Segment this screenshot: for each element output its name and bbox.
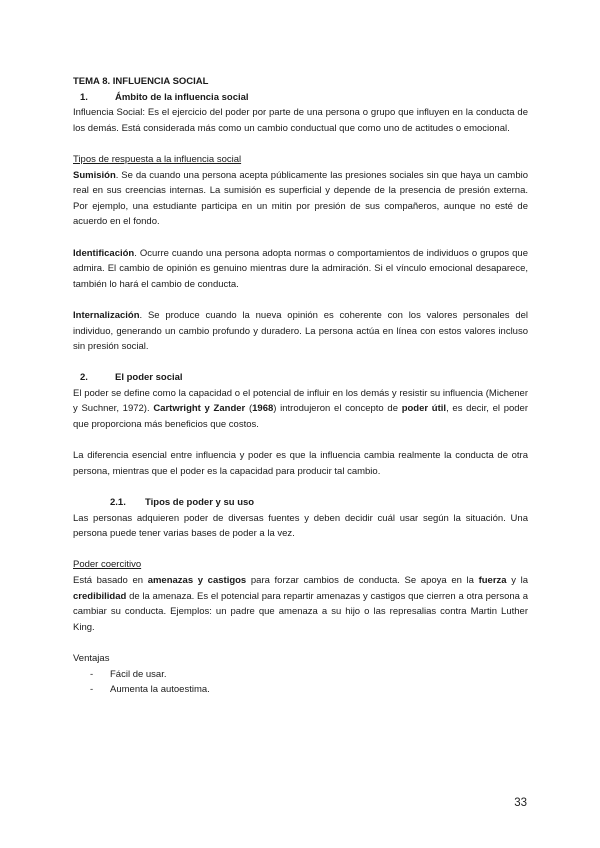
sumision-paragraph xyxy=(73,168,528,230)
section-2-number: 2. xyxy=(80,372,88,384)
section-2-title: El poder social xyxy=(115,372,183,384)
internalizacion-text: . Se produce cuando la nueva opinión es coherente con los valores personales del individuo, generando un cambio profundo y duradero. La persona actúa en línea con estos valores incluso sin presión social. xyxy=(73,309,528,353)
power-def-text: El poder se define como la capacidad o el potencial de influir en los demás y resistir su influencia (Michener y Suchner, 1972). xyxy=(73,387,528,415)
page-content xyxy=(73,74,528,698)
dash-bullet: - xyxy=(90,668,94,680)
coercive-text-3: y la xyxy=(506,575,528,586)
identificacion-text: . Ocurre cuando una persona adopta normas o comportamientos de individuos o grupos que admira. El cambio de opinión es genuino mientras dure la admiración. Si el vínculo emocional desaparece, también lo hará el cambio de conducta. xyxy=(73,247,528,290)
coercive-text-2: para forzar cambios de conducta. Se apoya en la xyxy=(246,575,479,586)
influence-definition: Influencia Social: Es el ejercicio del poder por parte de una persona o grupo que influyen en la conducta de los demás. Está considerada más como un cambio conductual que como uno de actitudes o emocional. xyxy=(73,107,528,134)
identificacion-term: Identificación xyxy=(73,247,135,259)
credibilidad-term: credibilidad xyxy=(73,590,127,602)
cartwright-zander: Cartwright y Zander xyxy=(153,403,246,415)
coercive-power-paragraph xyxy=(73,573,528,635)
section-1-title: Ámbito de la influencia social xyxy=(115,91,249,103)
fuerza-term: fuerza xyxy=(478,575,507,586)
power-sources-paragraph: Las personas adquieren poder de diversas fuentes y deben decidir cuál usar según la situación. Una persona puede tener varias bases de poder a la vez. xyxy=(73,512,528,540)
list-item xyxy=(73,682,528,698)
year-1968: 1968 xyxy=(252,403,274,415)
power-def-text-3: , es decir, el poder que proporciona más beneficios que costos. xyxy=(73,403,528,431)
internalizacion-paragraph xyxy=(73,308,528,355)
advantage-text: Aumenta la autoestima. xyxy=(110,684,210,696)
advantages-label: Ventajas xyxy=(73,652,110,664)
power-def-text-2: ) introdujeron el concepto de xyxy=(273,403,402,415)
sumision-term: Sumisión xyxy=(73,169,116,181)
section-1-number: 1. xyxy=(80,91,88,103)
power-def-paren: ( xyxy=(245,403,253,415)
advantage-text: Fácil de usar. xyxy=(110,668,167,680)
internalizacion-term: Internalización xyxy=(73,309,140,321)
poder-util-term: poder útil xyxy=(401,403,447,415)
dash-bullet: - xyxy=(90,684,94,696)
coercive-text-4: de la amenaza. Es el potencial para repartir amenazas y castigos que cierren a otra persona a cambiar su conducta. Ejemplos: un padre que amenaza a su hijo o las represalias contra Martin Luther King. xyxy=(73,590,528,633)
coercive-power-heading: Poder coercitivo xyxy=(73,559,142,571)
identificacion-paragraph xyxy=(73,246,528,293)
influence-vs-power-paragraph: La diferencia esencial entre influencia y poder es que la influencia cambia realmente la conducta de otra persona, mientras que el poder es la capacidad para producir tal cambio. xyxy=(73,450,528,477)
document-title: TEMA 8. INFLUENCIA SOCIAL xyxy=(73,76,209,87)
amenazas-castigos-term: amenazas y castigos xyxy=(147,575,247,586)
page-number: 33 xyxy=(514,797,527,809)
power-definition-paragraph xyxy=(73,386,528,433)
section-2-heading xyxy=(73,370,528,386)
section-1-heading xyxy=(73,90,528,106)
coercive-text-1: Está basado en xyxy=(73,575,148,586)
section-2-1-number: 2.1. xyxy=(110,497,126,509)
section-2-1-title: Tipos de poder y su uso xyxy=(145,497,255,509)
section-2-1-heading xyxy=(73,495,528,511)
list-item xyxy=(73,667,528,683)
sumision-text: . Se da cuando una persona acepta públicamente las presiones sociales sin que haya un cambio real en sus creencias internas. La sumisión es superficial y depende de la presencia de presión externa. Por ejemplo, una estudiante participa en un mitin por presión de sus compañeros, aunque no esté de acuerdo en el fondo. xyxy=(73,169,528,228)
advantages-list xyxy=(73,667,528,698)
response-types-heading: Tipos de respuesta a la influencia social xyxy=(73,153,242,165)
